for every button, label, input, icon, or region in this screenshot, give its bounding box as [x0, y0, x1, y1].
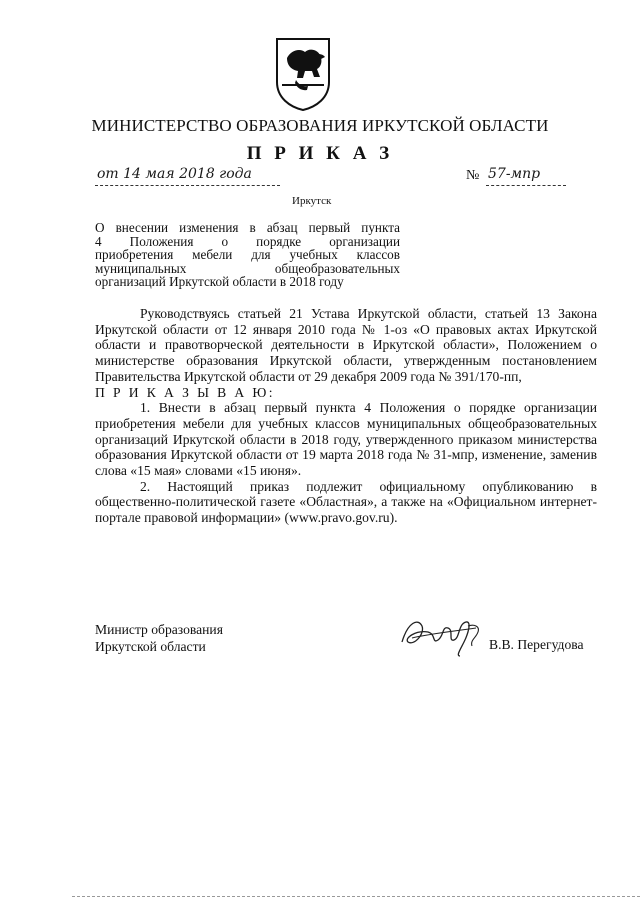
- document-type-title: П Р И К А З: [246, 143, 394, 164]
- signer-name: В.В. Перегудова: [489, 637, 584, 652]
- order-subject: [95, 221, 400, 289]
- handwritten-signature: [398, 612, 488, 660]
- order-number: 57-мпр: [488, 166, 541, 182]
- order-body: [95, 306, 597, 526]
- subject-line: приобретения мебели для учебных классов: [95, 247, 400, 262]
- order-directive-word: П Р И К А З Ы В А Ю:: [95, 384, 275, 400]
- signer-position-line: Министр образования: [95, 622, 223, 637]
- subject-line: организаций Иркутской области в 2018 году: [95, 274, 344, 289]
- order-number-field: [486, 166, 566, 188]
- issue-city: Иркутск: [292, 195, 332, 207]
- ministry-name: МИНИСТЕРСТВО ОБРАЗОВАНИЯ ИРКУТСКОЙ ОБЛАСТИ: [91, 116, 549, 135]
- page-bottom-divider: [72, 896, 640, 897]
- subject-line: 4 Положения о порядке организации: [95, 233, 400, 249]
- subject-line: муниципальных общеобразовательных: [95, 260, 400, 276]
- date-underline: [95, 185, 280, 186]
- signer-position: [95, 621, 223, 655]
- coat-of-arms-emblem: [274, 36, 332, 112]
- order-item-1: 1. Внести в абзац первый пункта 4 Положения о порядке организации приобретения мебели для учебных классов муниципальных общеобразовательных организаций Иркутской области в 2018 году, утвержденного приказом министерства образования Иркутской области от 19 марта 2018 года № 31-мпр, изменение, заменив слова «15 мая» словами «15 июня».: [95, 400, 597, 479]
- order-date: от 14 мая 2018 года: [97, 166, 252, 182]
- order-item-2: 2. Настоящий приказ подлежит официальному опубликованию в общественно-политической газете «Областная», а также на «Официальном интернет-портале правовой информации» (www.pravo.gov.ru).: [95, 478, 597, 526]
- order-number-label: №: [466, 168, 480, 183]
- subject-line: О внесении изменения в абзац первый пункта: [95, 220, 400, 235]
- signer-position-line: Иркутской области: [95, 639, 206, 654]
- number-underline: [486, 185, 566, 186]
- order-date-field: [95, 166, 280, 188]
- preamble-paragraph: Руководствуясь статьей 21 Устава Иркутской области, статьей 13 Закона Иркутской области от 12 января 2010 года № 1-оз «О правовых актах Иркутской области и правотворческой деятельности в Иркутской области», Положением о министерстве образования Иркутской области, утвержденным постановлением Правительства Иркутской области от 29 декабря 2009 года № 391/170-пп,: [95, 306, 597, 384]
